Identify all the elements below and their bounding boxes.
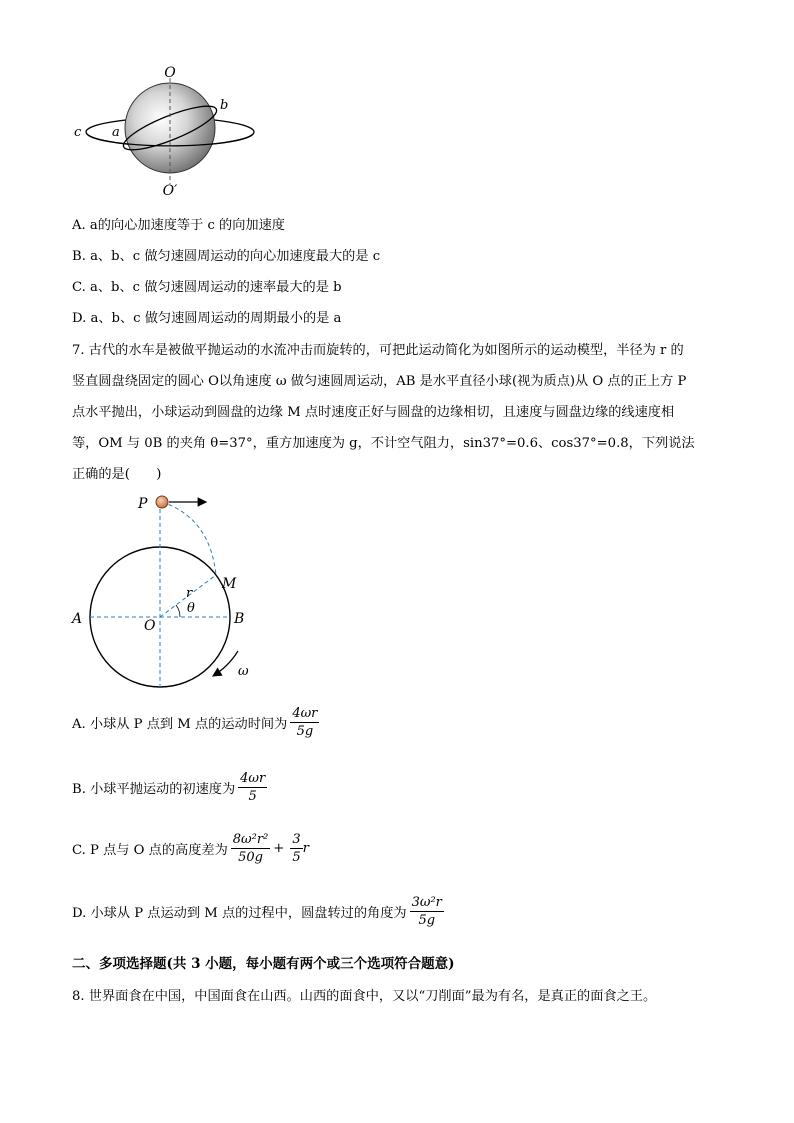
q7-option-a-fraction <box>290 706 319 739</box>
q7-option-d-fraction <box>410 895 444 928</box>
q7-option-b-fraction <box>238 771 267 804</box>
fraction-numerator: 4ωr <box>240 771 266 786</box>
fraction-denominator: 5g <box>296 724 314 739</box>
label-omega: ω <box>238 664 249 679</box>
q7-option-d-text: D. 小球从 P 点运动到 M 点的过程中，圆盘转过的角度为 <box>72 906 407 921</box>
plus-sign: + <box>273 841 285 856</box>
label-c: c <box>74 125 82 140</box>
q6-option-b: B. a、b、c 做匀速圆周运动的向心加速度最大的是 c <box>72 249 381 264</box>
fraction-numerator: 4ωr <box>292 706 318 721</box>
q6-option-c: C. a、b、c 做匀速圆周运动的速率最大的是 b <box>72 280 342 295</box>
fraction-denominator: 50g <box>238 850 263 865</box>
q7-option-a <box>72 706 319 739</box>
q6-option-d: D. a、b、c 做匀速圆周运动的周期最小的是 a <box>72 311 342 326</box>
omega-arrow <box>213 651 238 676</box>
q7-option-d <box>72 895 444 928</box>
label-B: B <box>234 611 245 627</box>
fraction-numerator: 3 <box>292 832 301 847</box>
q7-stem-line3: 点水平抛出，小球运动到圆盘的边缘 M 点时速度正好与圆盘的边缘相切，且速度与圆盘边缘的线速度相 <box>72 405 675 420</box>
label-a: a <box>112 125 120 140</box>
trajectory <box>162 502 216 575</box>
label-O: O <box>144 618 156 634</box>
label-O: O <box>164 65 176 81</box>
q6-option-a: A. a的向心加速度等于 c 的向加速度 <box>72 218 285 233</box>
ball <box>156 496 168 508</box>
q8-stem: 8. 世界面食在中国，中国面食在山西。山西的面食中，又以“刀削面”最为有名，是真正的面食之王。 <box>72 989 657 1004</box>
q7-stem-line1: 7. 古代的水车是被做平抛运动的水流冲击而旋转的，可把此运动简化为如图所示的运动模型，半径为 r 的 <box>72 343 684 358</box>
label-b: b <box>220 98 229 113</box>
section-heading-multiple-choice: 二、多项选择题(共 3 小题，每小题有两个或三个选项符合题意) <box>72 956 455 972</box>
q7-option-c <box>72 832 309 865</box>
fraction-denominator: 5g <box>418 913 436 928</box>
waterwheel-figure <box>70 488 270 688</box>
q7-stem-line2: 竖直圆盘绕固定的圆心 O以角速度 ω 做匀速圆周运动，AB 是水平直径小球(视为质点)从 O 点的正上方 P <box>72 374 687 389</box>
q7-option-b-text: B. 小球平抛运动的初速度为 <box>72 782 236 797</box>
q7-option-a-text: A. 小球从 P 点到 M 点的运动时间为 <box>72 717 288 732</box>
fraction-denominator: 5 <box>292 850 301 865</box>
q7-stem-line4: 等，OM 与 0B 的夹角 θ=37°，重方加速度为 g，不计空气阻力，sin37°=0.6、cos37°=0.8，下列说法 <box>72 436 695 451</box>
earth-orbit-figure <box>70 62 270 202</box>
q7-stem-line5: 正确的是( ) <box>72 467 162 482</box>
q7-option-c-fraction-1 <box>231 832 271 865</box>
label-P: P <box>138 496 148 512</box>
fraction-denominator: 5 <box>248 789 257 804</box>
q7-option-c-text: C. P 点与 O 点的高度差为 <box>72 843 228 858</box>
label-O-prime: O′ <box>162 183 178 199</box>
label-r: r <box>186 586 193 601</box>
q7-option-c-tail: r <box>302 841 309 856</box>
label-M: M <box>222 576 237 592</box>
q7-option-c-fraction-2 <box>290 832 302 865</box>
fraction-numerator: 3ω²r <box>411 895 442 910</box>
q7-option-b <box>72 771 267 804</box>
label-A: A <box>72 611 83 627</box>
fraction-numerator: 8ω²r² <box>232 832 269 847</box>
label-theta: θ <box>187 601 195 616</box>
